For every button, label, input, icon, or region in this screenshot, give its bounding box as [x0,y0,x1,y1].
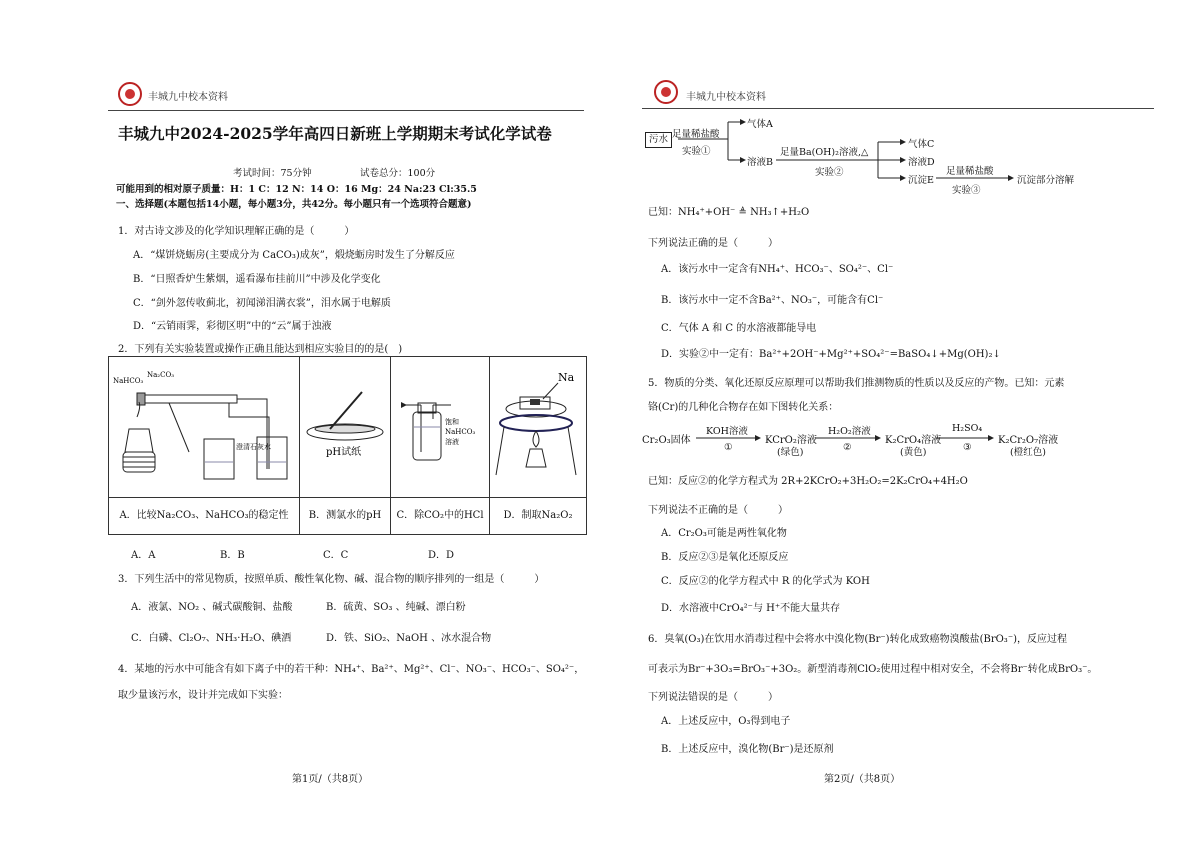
label-nahco3: NaHCO₃ [113,377,144,385]
q6-option-a: A．上述反应中，O₃得到电子 [661,716,791,727]
chain-k2cro4-color: (黄色) [900,447,927,458]
school-logo-icon [118,82,142,106]
chain-k2cro4: K₂CrO₄溶液 [885,435,942,446]
chain-arrow3-label: ③ [963,442,972,453]
apparatus-table [108,356,587,535]
chain-k2cr2o7-color: (橙红色) [1010,447,1046,458]
q2-choice-b: B．B [220,550,245,561]
q3-option-b: B．硫黄、SO₃ 、纯碱、漂白粉 [326,602,466,613]
flow-step3-label: 实验③ [952,185,981,196]
exam-page-2 [600,0,1200,848]
heating-comparison-apparatus [109,357,299,497]
caption-d: D．制取Na₂O₂ [503,510,573,521]
question-5-stem-2: 铬(Cr)的几种化合物存在如下图转化关系： [648,402,839,413]
flow-partial-dissolve: 沉淀部分溶解 [1017,175,1075,186]
q1-option-d: D．“云销雨霁，彩彻区明”中的“云”属于浊液 [133,321,332,332]
question-1-stem: 1．对古诗文涉及的化学知识理解正确的是（ ） [118,226,355,237]
flow-sewage: 污水 [645,132,672,148]
flow-step2-label: 实验② [815,167,844,178]
q2-choice-a: A．A [131,550,156,561]
label-limewater: 澄清石灰水 [236,443,271,451]
question-5-stem: 5．物质的分类、氧化还原反应原理可以帮助我们推测物质的性质以及反应的产物。已知：元素 [648,378,1065,389]
label-saturated: 饱和 [445,418,459,426]
header-school-label: 丰城九中校本资料 [148,92,228,103]
q5-option-a: A．Cr₂O₃可能是两性氧化物 [661,528,787,539]
q3-option-d: D．铁、SiO₂、NaOH 、冰水混合物 [326,633,492,644]
page-2-footer: 第2页/（共8页） [824,774,901,785]
q5-option-d: D．水溶液中CrO₄²⁻与 H⁺不能大量共存 [661,603,841,614]
q2-choice-d: D．D [428,550,455,561]
header-rule [108,110,584,111]
chain-kcro2-color: (绿色) [777,447,804,458]
chain-arrow2-label: ② [843,442,852,453]
q4-option-d: D．实验②中一定有：Ba²⁺+2OH⁻+Mg²⁺+SO₄²⁻=BaSO₄↓+Mg(OH)₂↓ [661,349,1001,360]
flow-precipitate-e: 沉淀E [908,175,934,186]
q3-option-a: A．液氯、NO₂ 、碱式碳酸铜、盐酸 [131,602,293,613]
flow-step1-reagent: 足量稀盐酸 [672,129,720,140]
q1-option-a: A．“煤饼烧蛎房(主要成分为 CaCO₃)成灰”，煅烧蛎房时发生了分解反应 [133,250,455,261]
q4-option-b: B．该污水中一定不含Ba²⁺、NO₃⁻，可能含有Cl⁻ [661,295,884,306]
page-1-footer: 第1页/（共8页） [292,774,369,785]
q4-option-a: A．该污水中一定含有NH₄⁺、HCO₃⁻、SO₄²⁻、Cl⁻ [661,264,894,275]
chain-cr2o3: Cr₂O₃固体 [642,435,691,446]
page-title: 丰城九中2024-2025学年高四日新班上学期期末考试化学试卷 [118,124,552,143]
q5-sub-stem: 下列说法不正确的是（ ） [648,505,788,516]
label-solution: 溶液 [445,438,459,446]
caption-a: A．比较Na₂CO₃、NaHCO₃的稳定性 [119,510,289,521]
section-heading: 一、选择题(本题包括14小题，每小题3分，共42分。每小题只有一个选项符合题意) [116,199,472,210]
flow-step3-reagent: 足量稀盐酸 [946,166,994,177]
q5-option-c: C．反应②的化学方程式中 R 的化学式为 KOH [661,576,870,587]
chain-k2cr2o7: K₂Cr₂O₇溶液 [998,435,1059,446]
flow-gas-c: 气体C [908,139,935,150]
figure-b-cell [300,357,391,498]
label-ph-paper: pH试纸 [326,447,362,458]
chain-arrows [600,0,1200,470]
question-6-stem-2: 可表示为Br⁻+3O₃=BrO₃⁻+3O₂。新型消毒剂ClO₂使用过程中相对安全，不会将Br⁻转化成BrO₃⁻。 [648,664,1098,675]
q1-option-b: B．“日照香炉生紫烟，遥看瀑布挂前川”中涉及化学变化 [133,274,381,285]
question-2-stem: 2．下列有关实验装置或操作正确且能达到相应实验目的的是( ) [118,344,403,355]
known-equation: 已知：NH₄⁺+OH⁻ ≜ NH₃↑+H₂O [648,207,810,218]
label-sodium: Na [558,371,575,384]
q5-known: 已知：反应②的化学方程式为 2R+2KCrO₂+3H₂O₂=2K₂CrO₄+4H₂O [648,476,968,487]
caption-b: B．测氯水的pH [308,510,382,521]
flow-solution-b: 溶液B [747,157,773,168]
flow-solution-d: 溶液D [908,157,935,168]
question-4-stem: 4．某地的污水中可能含有如下离子中的若干种：NH₄⁺、Ba²⁺、Mg²⁺、Cl⁻、NO₃⁻、HCO₃⁻、SO₄²⁻， [118,664,585,675]
gas-washing-bottle [391,357,489,497]
label-na2co3: Na₂CO₃ [147,371,175,379]
question-3-stem: 3．下列生活中的常见物质，按照单质、酸性氧化物、碱、混合物的顺序排列的一组是（ ） [118,574,545,585]
label-nahco3-solution: NaHCO₃ [445,428,476,436]
chain-arrow3-reagent: H₂SO₄ [952,423,983,434]
q1-option-c: C．“剑外忽传收蓟北，初闻涕泪满衣裳”，泪水属于电解质 [133,298,391,309]
chain-arrow1-reagent: KOH溶液 [706,426,748,437]
atomic-masses: 可能用到的相对原子质量：H：1 C：12 N：14 O：16 Mg：24 Na:23 Cl:35.5 [116,184,477,195]
q6-sub-stem: 下列说法错误的是（ ） [648,692,778,703]
sodium-heating-apparatus [490,357,586,497]
q5-option-b: B．反应②③是氧化还原反应 [661,552,789,563]
caption-c: C．除CO₂中的HCl [396,510,484,521]
q4-sub-stem: 下列说法正确的是（ ） [648,238,778,249]
ph-paper-apparatus [300,357,390,497]
header-school-label: 丰城九中校本资料 [686,92,766,103]
q3-option-c: C．白磷、Cl₂O₇、NH₃·H₂O、碘酒 [131,633,292,644]
q4-option-c: C．气体 A 和 C 的水溶液都能导电 [661,323,817,334]
q2-choice-c: C．C [323,550,349,561]
flow-gas-a: 气体A [747,119,773,130]
exam-time: 考试时间：75分钟 [233,168,312,179]
figure-d-cell [490,357,587,498]
chain-arrow1-label: ① [724,442,733,453]
exam-score: 试卷总分：100分 [360,168,436,179]
figure-a-cell [109,357,300,498]
question-6-stem: 6．臭氧(O₃)在饮用水消毒过程中会将水中溴化物(Br⁻)转化成致癌物溴酸盐(BrO₃⁻)，反应过程 [648,634,1067,645]
flow-step1-label: 实验① [682,146,711,157]
flow-step2-reagent: 足量Ba(OH)₂溶液,△ [780,147,869,158]
figure-c-cell [391,357,490,498]
chain-kcro2: KCrO₂溶液 [765,435,817,446]
q6-option-b: B．上述反应中，溴化物(Br⁻)是还原剂 [661,744,834,755]
chain-arrow2-reagent: H₂O₂溶液 [828,426,871,437]
question-4-stem-2: 取少量该污水，设计并完成如下实验： [118,690,288,701]
